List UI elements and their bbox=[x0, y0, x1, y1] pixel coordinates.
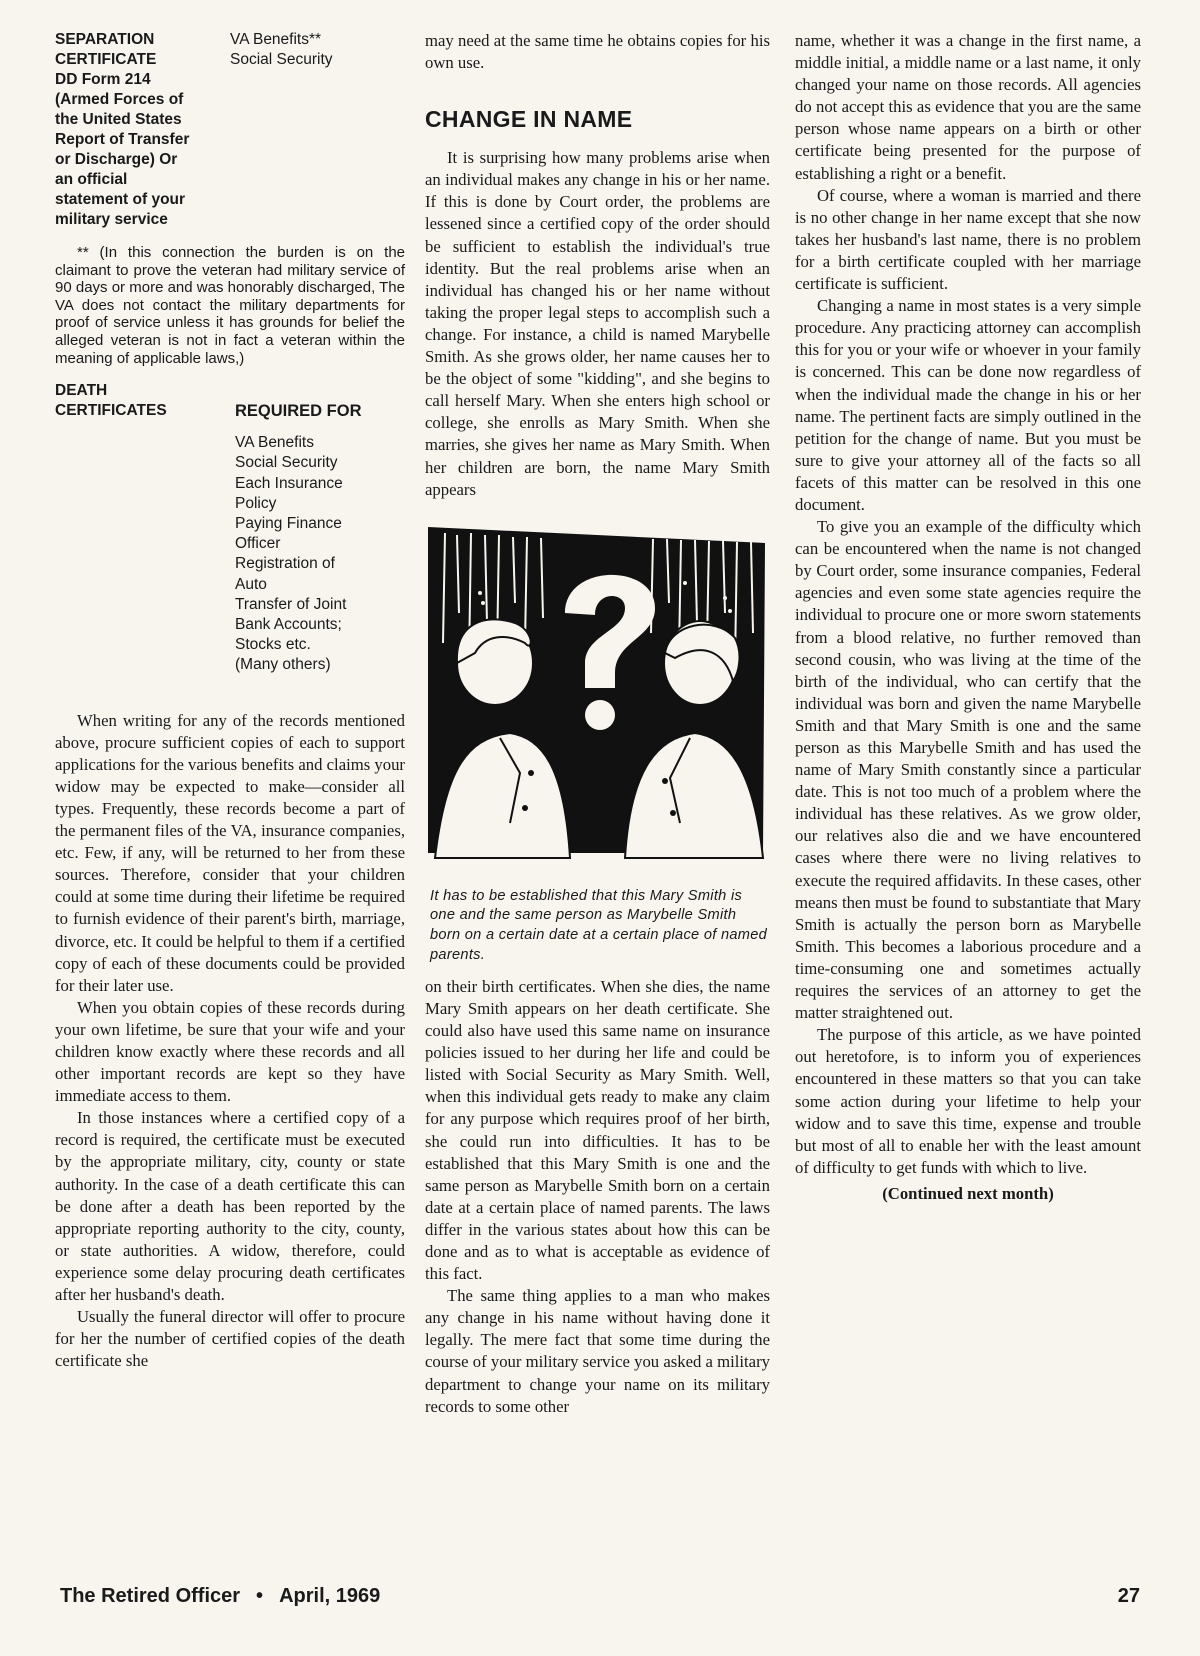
separation-certificate-entry bbox=[55, 30, 405, 230]
issue-date: April, 1969 bbox=[279, 1585, 381, 1607]
paragraph: The same thing applies to a man who makes any change in his name without having done it legally. The mere fact that some time during the course of your military service you asked a military department to change your name on its military records to some other bbox=[425, 1286, 770, 1416]
paragraph: When you obtain copies of these records during your own lifetime, be sure that your wife and your children know exactly where these records and all other important records are kept so they have immediate access to them. bbox=[55, 997, 405, 1106]
separation-certificate-label: SEPARATION CERTIFICATE DD Form 214 (Armed Forces of the United States Report of Transfer or Discharge) Or an official statement of your military service bbox=[55, 31, 190, 228]
page-footer bbox=[60, 1585, 1140, 1608]
continued-text bbox=[425, 30, 770, 74]
change-in-name-continued bbox=[425, 976, 770, 1418]
continued-next-month: (Continued next month) bbox=[882, 1183, 1054, 1203]
paragraph: may need at the same time he obtains copies for his own use. bbox=[425, 31, 770, 73]
veteran-footnote: ** (In this connection the burden is on the claimant to prove the veteran had military service of 90 days or more and was honorably discharged, The VA does not contact the military departments for proof of service unless it has grounds for belief the alleged veteran is not in fact a veteran within the meaning of applicable laws,) bbox=[55, 244, 405, 367]
paragraph: on their birth certificates. When she dies, the name Mary Smith appears on her death certificate. She could also have used this same name on insurance policies issued to her during her life and could be listed with Social Security as Mary Smith. Well, when this individual gets ready to make any claim for any purpose which requires proof of her birth, she could run into difficulties. It has to be established that this Mary Smith is one and the same person as Marybelle Smith born on a certain date at a certain place of named parents. The laws differ in the various states about how this can be done and as to what is acceptable as evidence of this fact. bbox=[425, 976, 770, 1284]
paragraph: Changing a name in most states is a very simple procedure. Any practicing attorney can accomplish this for you or your wife or whoever in your family is concerned. This can be done now regardless of when the individual made the change in his or her name. The pertinent facts are simply outlined in the petition for the change of name. But you must be sure to give your attorney all of the facts so all facets of this matter can be resolved in this one document. bbox=[795, 296, 1141, 514]
paragraph: In those instances where a certified copy of a record is required, the certificate must be executed by the appropriate military, city, county or state authority. In the case of a death certificate this can be done after a death has been reported by the appropriate reporting authority to the city, county, or state authorities. A widow, therefore, could experience some delay procuring death certificates after her husband's death. bbox=[55, 1108, 405, 1305]
records-article-text bbox=[55, 710, 405, 1373]
paragraph: The purpose of this article, as we have pointed out heretofore, is to inform you of experiences encountered in these matters so that you can take some action during your lifetime to help your widow and to save this time, expense and trouble but most of all to enable her with the least amount of difficulty to get funds with which to live. bbox=[795, 1025, 1141, 1177]
paragraph: Usually the funeral director will offer to procure for her the number of certified copies of the death certificate she bbox=[55, 1307, 405, 1371]
column-left bbox=[55, 30, 405, 1372]
publication-info bbox=[60, 1585, 380, 1608]
paragraph: It is surprising how many problems arise when an individual makes any change in his or her name. If this is done by Court order, the problems are lessened since a certified copy of the order should be sufficient to establish the individual's true identity. But the real problems arise when an individual has changed his or her name without taking the proper legal steps to accomplish such a change. For instance, a child is named Marybelle Smith. As she grows older, her name causes her to be the object of some "kidding", and she begins to call herself Mary. When she enters high school or college, she enrolls as Mary Smith. When she marries, she gives her name as Mary Smith. When her children are born, the name Mary Smith appears bbox=[425, 148, 770, 499]
paragraph: name, whether it was a change in the first name, a middle initial, a middle name or a last name, it only changed your name on those records. All agencies do not accept this as evidence that you are the same person whose name appears on a birth or other certificate being presented for the purpose of establishing a right or a benefit. bbox=[795, 31, 1141, 183]
required-for-heading: REQUIRED FOR bbox=[235, 402, 362, 421]
section-heading: CHANGE IN NAME bbox=[425, 106, 633, 133]
required-for-list: VA Benefits Social Security Each Insurance Policy Paying Finance Officer Registration of Auto Transfer of Joint Bank Accounts; Stocks etc. (Many others) bbox=[235, 434, 347, 674]
two-women-question-mark-illustration bbox=[425, 523, 770, 883]
paragraph: To give you an example of the difficulty which can be encountered when the name is not changed by Court order, some insurance companies, Federal agencies and even some state agencies require the individual to procure one or more sworn statements from a blood relative, no further removed than second cousin, who was living at the time of the birth of the individual, who can certify that the individual was born and given the name Marybelle Smith and that Mary Smith is one and the same person as this Marybelle Smith and has used the name of Mary Smith constantly since a particular date. This is not too much of a problem where the individual has these relatives. As we grow older, our relatives also die and we have encountered cases where there were no living relatives to execute the required affidavits. In these cases, other means then must be found to substantiate that Mary Smith is actually the person born as Marybelle Smith. This becomes a laborious procedure and a time-consuming one and sometimes actually requires the services of an attorney to get the matter straightened out. bbox=[795, 517, 1141, 1023]
paragraph: Of course, where a woman is married and there is no other change in her name except that she now takes her husband's last name, there is no problem for a birth certificate coupled with her marriage certificate is sufficient. bbox=[795, 185, 1141, 294]
death-certificates-entry bbox=[55, 381, 405, 675]
illustration-caption: It has to be established that this Mary Smith is one and the same person as Marybelle Smith born on a certain date at a certain place of named parents. bbox=[430, 887, 768, 964]
page-number: 27 bbox=[1117, 1585, 1140, 1607]
separation-required-for: VA Benefits** Social Security bbox=[230, 31, 333, 68]
publication-title: The Retired Officer bbox=[60, 1585, 241, 1607]
death-certificates-label: DEATH CERTIFICATES bbox=[55, 382, 167, 420]
change-in-name-text bbox=[425, 147, 770, 501]
column-middle bbox=[425, 30, 770, 1418]
paragraph: When writing for any of the records mentioned above, procure sufficient copies of each to support applications for the various benefits and claims your widow may be expected to make—consider all types. Frequently, these records become a part of the permanent files of the VA, insurance companies, etc. Few, if any, will be returned to her from these sources. Therefore, consider that your children could at some time during their lifetime be required to furnish evidence of their parent's birth, marriage, divorce, etc. It could be helpful to them if a certified copy of each of these documents could be provided for their later use. bbox=[55, 710, 405, 995]
column-right bbox=[795, 30, 1141, 1205]
separator-dot: • bbox=[256, 1585, 264, 1607]
death-required-for bbox=[235, 381, 405, 675]
change-in-name-conclusion bbox=[795, 30, 1141, 1205]
